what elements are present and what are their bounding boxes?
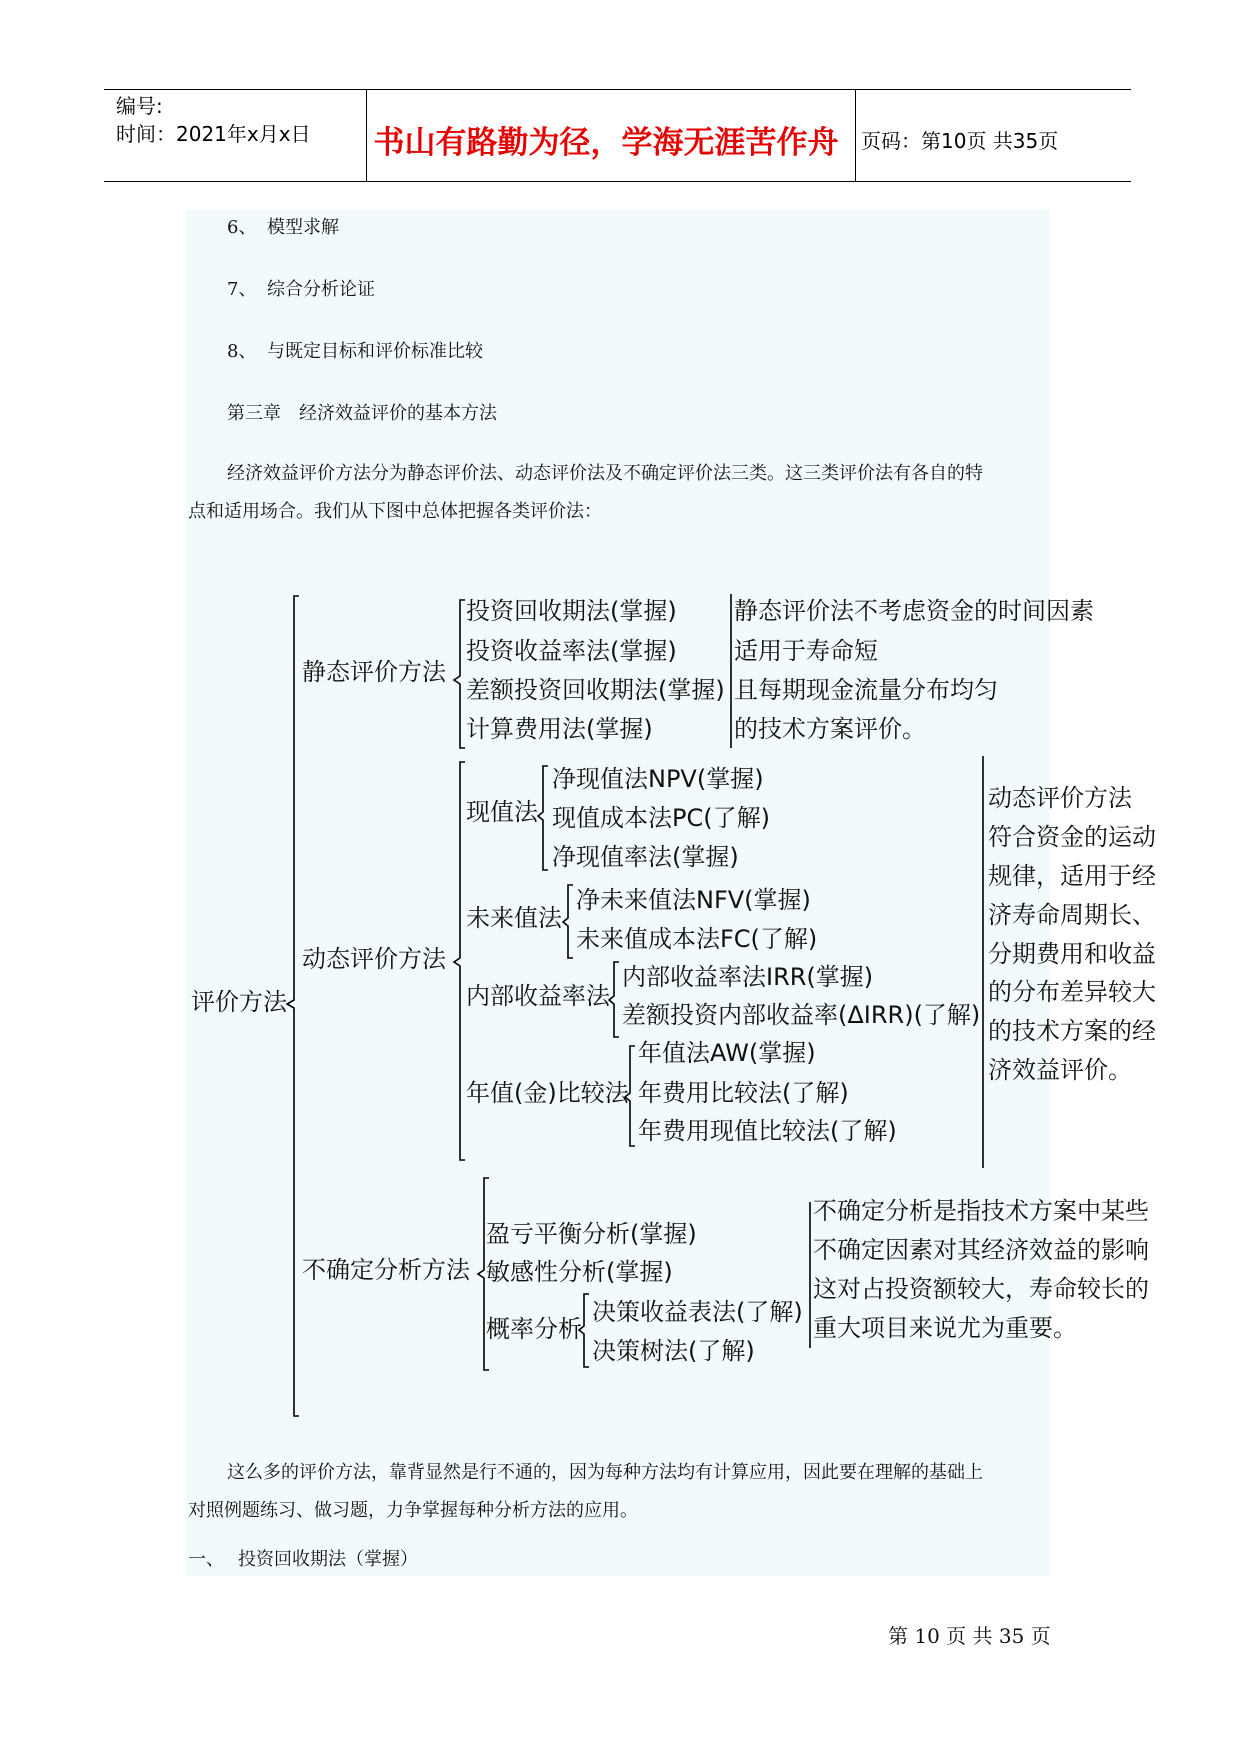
summary-line: 对照例题练习、做习题，力争掌握每种分析方法的应用。 <box>188 1500 638 1521</box>
header-motto: 书山有路勤为径，学海无涯苦作舟 <box>373 125 839 161</box>
dynamic-group-item: 内部收益率法IRR(掌握) <box>622 963 874 991</box>
dynamic-note-line: 济寿命周期长、 <box>988 901 1156 929</box>
dynamic-method-label: 动态评价方法 <box>302 945 446 973</box>
chapter-title: 第三章 经济效益评价的基本方法 <box>227 403 497 424</box>
static-method-label: 静态评价方法 <box>302 658 446 686</box>
section-title: 投资回收期法（掌握） <box>238 1549 418 1570</box>
header-left-block <box>116 92 311 148</box>
step-text: 综合分析论证 <box>267 279 375 300</box>
evaluation-method-tree <box>186 580 1186 1430</box>
step-number: 7、 <box>227 279 257 300</box>
dynamic-group-item: 净未来值法NFV(掌握) <box>576 886 811 914</box>
header-page-label: 页码：第10页 共35页 <box>861 129 1059 153</box>
static-note-line: 的技术方案评价。 <box>734 715 926 743</box>
uncertain-note-line: 重大项目来说尤为重要。 <box>813 1314 1077 1342</box>
summary-line: 这么多的评价方法，靠背显然是行不通的，因为每种方法均有计算应用，因此要在理解的基础上 <box>227 1462 983 1483</box>
summary-paragraph <box>188 1454 1048 1530</box>
static-method-item: 投资回收期法(掌握) <box>466 597 677 625</box>
intro-paragraph <box>188 455 1048 531</box>
uncertain-item: 敏感性分析(掌握) <box>486 1258 673 1286</box>
uncertain-item: 盈亏平衡分析(掌握) <box>486 1220 697 1248</box>
probability-item: 决策收益表法(了解) <box>592 1298 803 1326</box>
step-number: 6、 <box>227 217 257 238</box>
intro-line: 经济效益评价方法分为静态评价法、动态评价法及不确定评价法三类。这三类评价法有各自的特 <box>227 463 983 484</box>
static-note-line: 适用于寿命短 <box>734 637 878 665</box>
dynamic-brace <box>454 762 465 1160</box>
dynamic-group-item: 差额投资内部收益率(ΔIRR)(了解) <box>622 1001 981 1029</box>
probability-item: 决策树法(了解) <box>592 1337 755 1365</box>
dynamic-group-item: 未来值成本法FC(了解) <box>576 925 818 953</box>
static-method-item: 投资收益率法(掌握) <box>466 637 677 665</box>
dynamic-group-item: 净现值法NPV(掌握) <box>552 765 764 793</box>
group-brace <box>609 962 619 1037</box>
root-brace <box>287 596 299 1416</box>
static-brace <box>454 600 465 748</box>
step-text: 与既定目标和评价标准比较 <box>267 341 483 362</box>
doc-time-label: 时间：2021年x月x日 <box>116 122 311 146</box>
page-footer: 第 10 页 共 35 页 <box>888 1624 1051 1648</box>
probability-analysis-label: 概率分析 <box>486 1315 582 1343</box>
section-heading <box>188 1541 418 1579</box>
dynamic-group-item: 年费用现值比较法(了解) <box>638 1117 897 1145</box>
header-top-rule <box>104 89 1131 90</box>
dynamic-group-item: 净现值率法(掌握) <box>552 843 739 871</box>
uncertain-note-line: 这对占投资额较大，寿命较长的 <box>813 1275 1149 1303</box>
dynamic-note-line: 符合资金的运动 <box>988 823 1156 851</box>
doc-number-label: 编号: <box>116 94 163 118</box>
header-divider-right <box>855 89 856 181</box>
section-number: 一、 <box>188 1549 224 1570</box>
dynamic-group-label: 年值(金)比较法 <box>466 1079 629 1107</box>
dynamic-group-item: 年值法AW(掌握) <box>638 1039 816 1067</box>
dynamic-note-line: 的分布差异较大 <box>988 978 1156 1006</box>
dynamic-group-label: 现值法 <box>466 798 538 826</box>
dynamic-note-line: 济效益评价。 <box>988 1056 1132 1084</box>
static-method-item: 计算费用法(掌握) <box>466 715 653 743</box>
dynamic-group-item: 年费用比较法(了解) <box>638 1079 849 1107</box>
uncertain-note-line: 不确定因素对其经济效益的影响 <box>813 1236 1149 1264</box>
group-brace <box>538 766 548 870</box>
dynamic-note-line: 动态评价方法 <box>988 784 1132 812</box>
static-method-item: 差额投资回收期法(掌握) <box>466 676 725 704</box>
intro-line: 点和适用场合。我们从下图中总体把握各类评价法： <box>188 501 602 522</box>
uncertain-note-line: 不确定分析是指技术方案中某些 <box>813 1197 1149 1225</box>
group-brace <box>563 885 573 958</box>
static-note-line: 静态评价法不考虑资金的时间因素 <box>734 597 1094 625</box>
static-note-line: 且每期现金流量分布均匀 <box>734 676 998 704</box>
dynamic-group-label: 内部收益率法 <box>466 982 610 1010</box>
step-item <box>227 209 339 247</box>
group-brace <box>625 1046 635 1146</box>
probability-brace <box>579 1294 589 1367</box>
dynamic-group-item: 现值成本法PC(了解) <box>552 804 770 832</box>
uncertain-method-label: 不确定分析方法 <box>302 1256 470 1284</box>
step-text: 模型求解 <box>267 217 339 238</box>
header-bottom-rule <box>104 181 1131 182</box>
step-number: 8、 <box>227 341 257 362</box>
dynamic-note-line: 的技术方案的经 <box>988 1017 1156 1045</box>
dynamic-note-line: 规律，适用于经 <box>988 862 1156 890</box>
tree-root-label: 评价方法 <box>191 988 287 1016</box>
step-item <box>227 333 483 371</box>
dynamic-note-line: 分期费用和收益 <box>988 940 1156 968</box>
dynamic-group-label: 未来值法 <box>466 904 562 932</box>
step-item <box>227 271 375 309</box>
